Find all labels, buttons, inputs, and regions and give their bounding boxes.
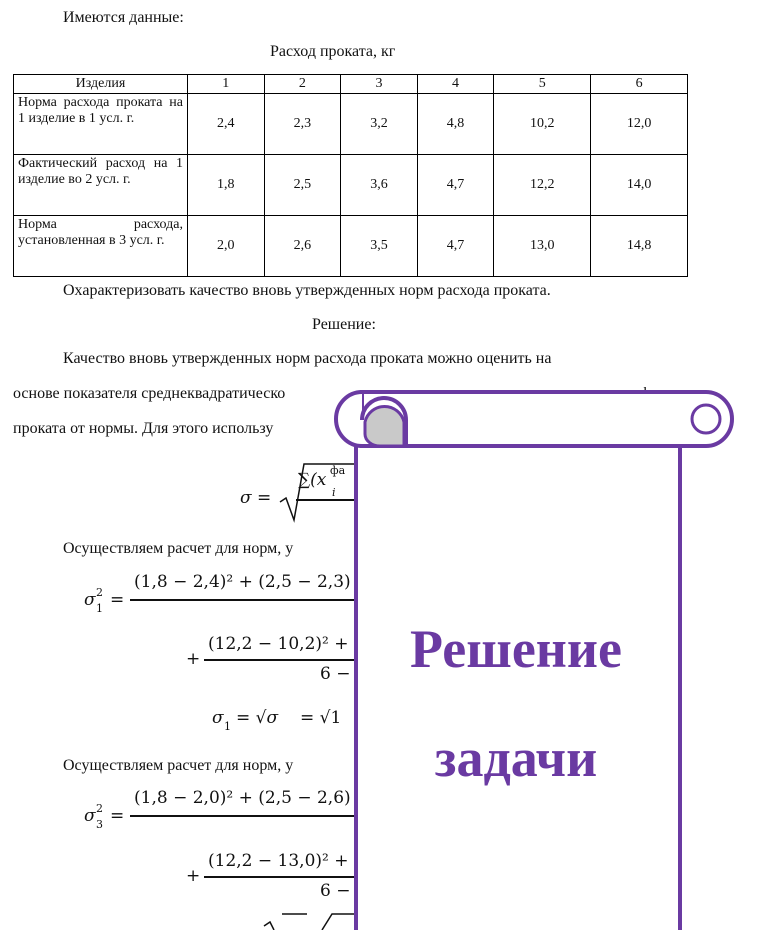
header-cell: 6 xyxy=(591,75,688,94)
continuation-plus: + xyxy=(186,649,201,669)
table-cell: 14,0 xyxy=(591,155,688,216)
paragraph-line: основе показателя среднеквадратическо xyxy=(13,385,286,402)
s1-numerator: (1,8 − 2,4)² + (2,5 − 2,3) xyxy=(134,572,351,592)
header-cell: 3 xyxy=(341,75,418,94)
table-title: Расход проката, кг xyxy=(270,43,396,60)
equals-sign: = xyxy=(110,590,125,610)
paragraph-line: проката от нормы. Для этого использу xyxy=(13,420,274,437)
table-cell: 3,6 xyxy=(341,155,418,216)
s1-root-tail: = √1 xyxy=(300,708,342,728)
s3-denominator: 6 − xyxy=(320,881,351,901)
s3-numerator-2: (12,2 − 13,0)² + xyxy=(208,851,349,871)
table-cell: 3,2 xyxy=(341,94,418,155)
s1-sub: 1 xyxy=(96,602,103,615)
row-label: Норма расхода, установленная в 3 усл. г. xyxy=(14,216,188,277)
row-label: Фактический расход на 1 изделие во 2 усл. г. xyxy=(14,155,188,216)
calc-text: Осуществляем расчет для норм, у xyxy=(63,540,294,557)
s1-root-lhs: σ xyxy=(212,708,224,728)
table-cell: 12,0 xyxy=(591,94,688,155)
solution-heading: Решение: xyxy=(312,316,376,333)
overlay-title-line1: Решение xyxy=(410,619,622,679)
row-label: Норма расхода проката на 1 изделие в 1 усл. г. xyxy=(14,94,188,155)
s1-root-rhs: = √σ xyxy=(236,708,279,728)
table-cell: 3,5 xyxy=(341,216,418,277)
table-cell: 2,0 xyxy=(188,216,265,277)
table-cell: 1,8 xyxy=(188,155,265,216)
header-cell: 4 xyxy=(417,75,494,94)
s1-numerator-2: (12,2 − 10,2)² + xyxy=(208,634,349,654)
paragraph-line: Качество вновь утвержденных норм расхода проката можно оценить на xyxy=(63,350,552,367)
table-cell: 4,7 xyxy=(417,216,494,277)
table-cell: 4,8 xyxy=(417,94,494,155)
header-cell: 1 xyxy=(188,75,265,94)
s1-root-sub: 1 xyxy=(224,720,231,733)
header-cell: 5 xyxy=(494,75,591,94)
continuation-plus: + xyxy=(186,866,201,886)
table-cell: 10,2 xyxy=(494,94,591,155)
header-cell: Изделия xyxy=(14,75,188,94)
table-cell: 2,4 xyxy=(188,94,265,155)
sigma-subscript: i xyxy=(332,486,336,499)
s1-denominator: 6 − xyxy=(320,664,351,684)
s3-numerator: (1,8 − 2,0)² + (2,5 − 2,6) xyxy=(134,788,351,808)
table-cell: 2,6 xyxy=(264,216,341,277)
intro-text: Имеются данные: xyxy=(63,9,184,26)
table-cell: 2,3 xyxy=(264,94,341,155)
s1-lhs: σ xyxy=(84,590,96,610)
equals-sign: = xyxy=(110,806,125,826)
overlay-title-line2: задачи xyxy=(434,728,598,788)
table-cell: 4,7 xyxy=(417,155,494,216)
s3-sub: 3 xyxy=(96,818,103,831)
header-cell: 2 xyxy=(264,75,341,94)
calc-text: Осуществляем расчет для норм, у xyxy=(63,757,294,774)
s3-sup: 2 xyxy=(96,802,103,815)
sigma-sum: ∑(x xyxy=(298,470,327,490)
s1-sup: 2 xyxy=(96,586,103,599)
task-text: Охарактеризовать качество вновь утвержденных норм расхода проката. xyxy=(63,282,551,299)
sigma-superscript: фа xyxy=(330,464,346,477)
table-cell: 2,5 xyxy=(264,155,341,216)
s3-lhs: σ xyxy=(84,806,96,826)
table-cell: 12,2 xyxy=(494,155,591,216)
table-cell: 13,0 xyxy=(494,216,591,277)
table-cell: 14,8 xyxy=(591,216,688,277)
sigma-lhs: σ = xyxy=(240,488,272,508)
